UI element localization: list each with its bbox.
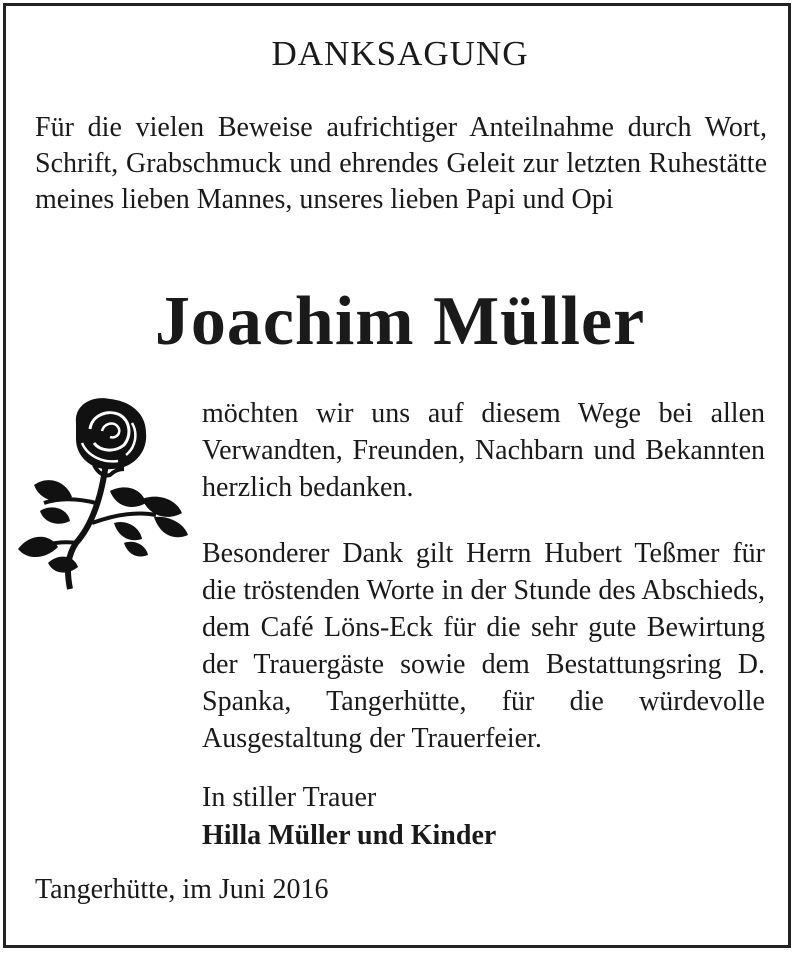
closing-line: In stiller Trauer <box>202 782 377 813</box>
deceased-name: Joachim Müller <box>154 283 646 360</box>
place-date: Tangerhütte, im Juni 2016 <box>35 874 329 905</box>
signature: Hilla Müller und Kinder <box>202 820 497 851</box>
intro-paragraph: Für die vielen Beweise aufrichtiger Anteilnahme durch Wort, Schrift, Grabschmuck und ehrendes Geleit zur letzten Ruhestätte meines lieben Mannes, unseres lieben Papi und Opi <box>35 112 767 215</box>
thanks-paragraph: möchten wir uns auf diesem Wege bei allen Verwandten, Freunden, Nachbarn und Bekannten herzlich bedanken. <box>202 398 765 503</box>
special-thanks-paragraph: Besonderer Dank gilt Herrn Hubert Teßmer für die tröstenden Worte in der Stunde des Abschieds, dem Café Löns-Eck für die sehr gute Bewirtung der Trauergäste sowie dem Bestattungsring D. Spanka, Tangerhütte, für die würdevolle Ausgestaltung der Trauerfeier. <box>202 538 765 754</box>
rose-icon <box>14 393 192 593</box>
heading: DANKSAGUNG <box>271 34 529 73</box>
closing-block <box>202 779 496 855</box>
